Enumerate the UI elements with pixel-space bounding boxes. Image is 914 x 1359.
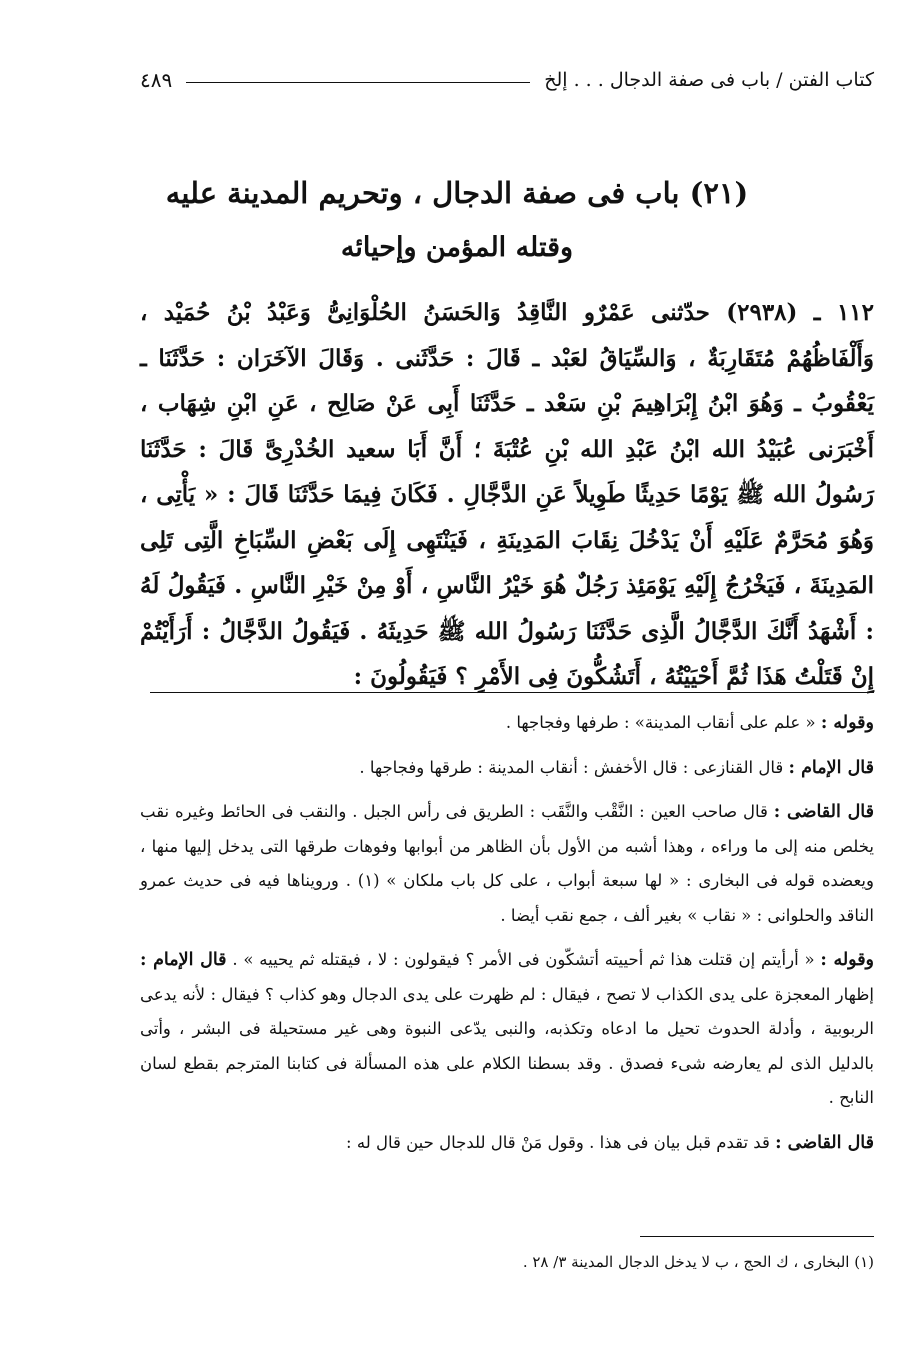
commentary-text: « علم على أنقاب المدينة» : طرفها وفجاجها . [505, 713, 816, 732]
commentary-paragraph [140, 795, 874, 933]
header-rule [186, 82, 530, 83]
commentary-label: وقوله : [820, 713, 874, 733]
commentary-label: وقوله : [820, 950, 875, 970]
commentary-label: قال الإمام : [140, 950, 227, 970]
running-title: كتاب الفتن / باب فى صفة الدجال . . . إلخ [544, 69, 874, 91]
footnote-rule [640, 1236, 874, 1237]
running-header [140, 60, 874, 100]
chapter-subtitle: وقتله المؤمن وإحيائه [340, 232, 574, 263]
hadith-paragraph: ١١٢ ـ (٢٩٣٨) حدّثنى عَمْرٌو النَّاقِدُ وَالحَسَنُ الحُلْوَانِىُّ وَعَبْدُ بْنُ حُمَيْد ، وَأَلْفَاظُهُمْ مُتَقَارِبَةٌ ، وَالسِّيَاقُ لعَبْد ـ قَالَ : حَدَّثَنى . وَقَالَ الآخَرَان : حَدَّثَنَا ـ يَعْقُوبُ ـ وَهُوَ ابْنُ إِبْرَاهِيمَ بْنِ سَعْد ـ حَدَّثَنَا أَبِى عَنْ صَالِح ، عَنِ ابْنِ شِهَاب ، أَخْبَرَنى عُبَيْدُ الله ابْنُ عَبْدِ الله بْنِ عُتْبَةَ ؛ أَنَّ أَبَا سعيد الخُدْرِىَّ قَالَ : حَدَّثَنَا رَسُولُ الله ﷺ يَوْمًا حَدِيثًا طَوِيلاً عَنِ الدَّجَّالِ . فَكَانَ فِيمَا حَدَّثَنَا قَالَ : « يَأْتِى ، وَهُوَ مُحَرَّمٌ عَلَيْهِ أَنْ يَدْخُلَ نِقَابَ المَدِينَةِ ، فَيَنْتَهِى إِلَى بَعْضِ السِّبَاخِ الَّتِى تَلِى المَدِينَةَ ، فَيَخْرُجُ إِلَيْهِ يَوْمَئِذ رَجُلٌ هُوَ خَيْرُ النَّاسِ ، أَوْ مِنْ خَيْرِ النَّاسِ . فَيَقُولُ لَهُ : أَشْهَدُ أَنَّكَ الدَّجَّالُ الَّذِى حَدَّثَنَا رَسُولُ الله ﷺ حَدِيثَهُ . فَيَقُولُ الدَّجَّالُ : أَرَأَيْتُمْ إِنْ قَتَلْتُ هَذَا ثُمَّ أَحْيَيْتُهُ ، أَتَشُكُّونَ فِى الأَمْرِ ؟ فَيَقُولُونَ : [140, 299, 874, 690]
commentary-label: قال الإمام : [788, 757, 874, 778]
commentary-text: إظهار المعجزة على يدى الكذاب لا تصح ، فيقال : لم ظهرت على يدى الدجال وهو كذاب ؟ فيقال : لأنه يدعى الربوبية ، وأدلة الحدوث تحيل ما ادعاه وتكذبه، والنبى يدّعى النبوة وهى غير مستحيلة فى البشر ، وأتى بالدليل الذى لم يعارضه شىء فصدق . وقد بسطنا الكلام على هذه المسألة فى كتابنا المترجم بقطع لسان النابح . [140, 984, 874, 1107]
commentary-text: قد تقدم قبل بيان فى هذا . وقول مَنْ قال للدجال حين قال له : [346, 1132, 770, 1152]
commentary-label: قال القاضى : [775, 1132, 874, 1153]
commentary-paragraph [140, 751, 874, 786]
commentary-text: قال القنازعى : قال الأخفش : أنقاب المدينة : طرقها وفجاجها . [359, 757, 784, 777]
section-divider [150, 692, 874, 693]
footnote: (١) البخارى ، ك الحج ، ب لا يدخل الدجال المدينة ٣/ ٢٨ . [522, 1253, 874, 1271]
commentary-paragraph [140, 706, 874, 741]
commentary-paragraph [140, 943, 874, 1116]
commentary-block [140, 706, 874, 1170]
commentary-paragraph [140, 1126, 874, 1161]
hadith-text-block [140, 290, 874, 700]
commentary-label: قال القاضى : [773, 802, 874, 822]
commentary-text: قال صاحب العين : النَّقْب والنَّقَب : الطريق فى رأس الجبل . والنقب فى الحائط وغيره نقب يخلص منه إلى ما وراءه ، وهذا أشبه من الأول بأن الظاهر من أبوابها وفوهات طرقها التى يدخل إليها منها ، ويعضده قوله فى البخارى : « لها سبعة أبواب ، على كل باب ملكان » (١) . ورويناها فيه فى حديث عمرو الناقد والحلوانى : « نقاب » بغير ألف ، جمع نقب أيضا . [140, 802, 874, 925]
commentary-text: « أرأيتم إن قتلت هذا ثم أحييته أتشكّون فى الأمر ؟ فيقولون : لا ، فيقتله ثم يحييه » . [232, 950, 815, 969]
page-number: ٤٨٩ [140, 68, 173, 92]
chapter-title: (٢١) باب فى صفة الدجال ، وتحريم المدينة عليه [165, 176, 749, 210]
